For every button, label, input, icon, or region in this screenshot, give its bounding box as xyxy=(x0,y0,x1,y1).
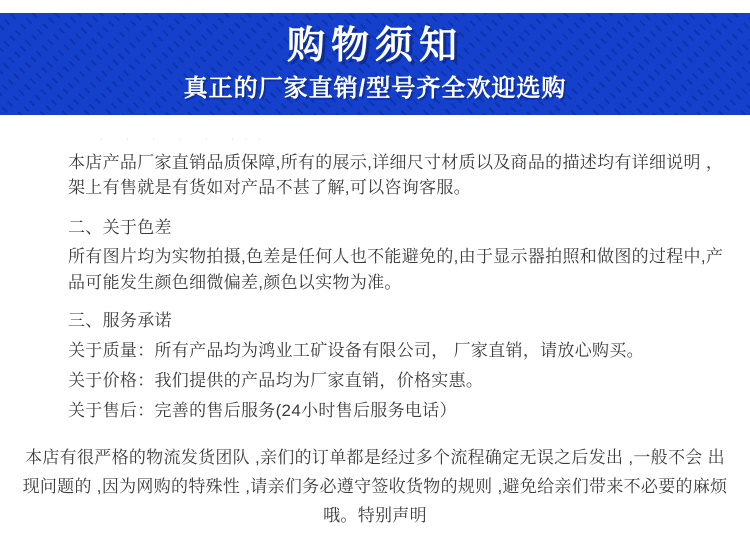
header-banner xyxy=(0,13,750,115)
page-subtitle: 真正的厂家直销/型号齐全欢迎选购 xyxy=(183,75,567,102)
shipping-disclaimer xyxy=(0,443,750,530)
service-item-quality: 关于质量：所有产品均为鸿业工矿设备有限公司， 厂家直销，请放心购买。 xyxy=(68,341,644,360)
paragraph-line: 本店有很严格的物流发货团队 ,亲们的订单都是经过多个流程确定无误之后发出 ,一般不会 出 xyxy=(25,448,725,467)
paragraph-line: 所有图片均为实物拍摄,色差是任何人也不能避免的,由于显示器拍照和做图的过程中,产 xyxy=(68,247,724,266)
section-color-difference-heading: 二、关于色差 xyxy=(68,218,172,237)
paragraph-line: 品可能发生颜色细微偏差,颜色以实物为准。 xyxy=(68,273,402,292)
section-quality-guarantee xyxy=(68,150,723,200)
paragraph-line: 本店产品厂家直销品质保障,所有的展示,详细尺寸材质以及商品的描述均有详细说明 ， xyxy=(68,153,724,172)
paragraph-line: 现问题的 ,因为网购的特殊性 ,请亲们务必遵守签收货物的规则 ,避免给亲们带来不必要的麻烦 xyxy=(22,477,728,496)
section-color-difference-body xyxy=(68,244,723,296)
paragraph-line: 哦。特别声明 xyxy=(323,506,427,525)
paragraph-line: 架上有售就是有货如对产品不甚了解,可以咨询客服。 xyxy=(68,178,471,197)
section-service-promise-heading: 三、服务承诺 xyxy=(68,311,172,330)
service-item-aftersale: 关于售后：完善的售后服务(24小时售后服务电话） xyxy=(68,401,457,420)
service-item-price: 关于价格：我们提供的产品均为厂家直销，价格实惠。 xyxy=(68,371,484,390)
page-title: 购物须知 xyxy=(286,25,463,67)
cropped-text-remnant: · · · · · ··· xyxy=(100,136,272,143)
